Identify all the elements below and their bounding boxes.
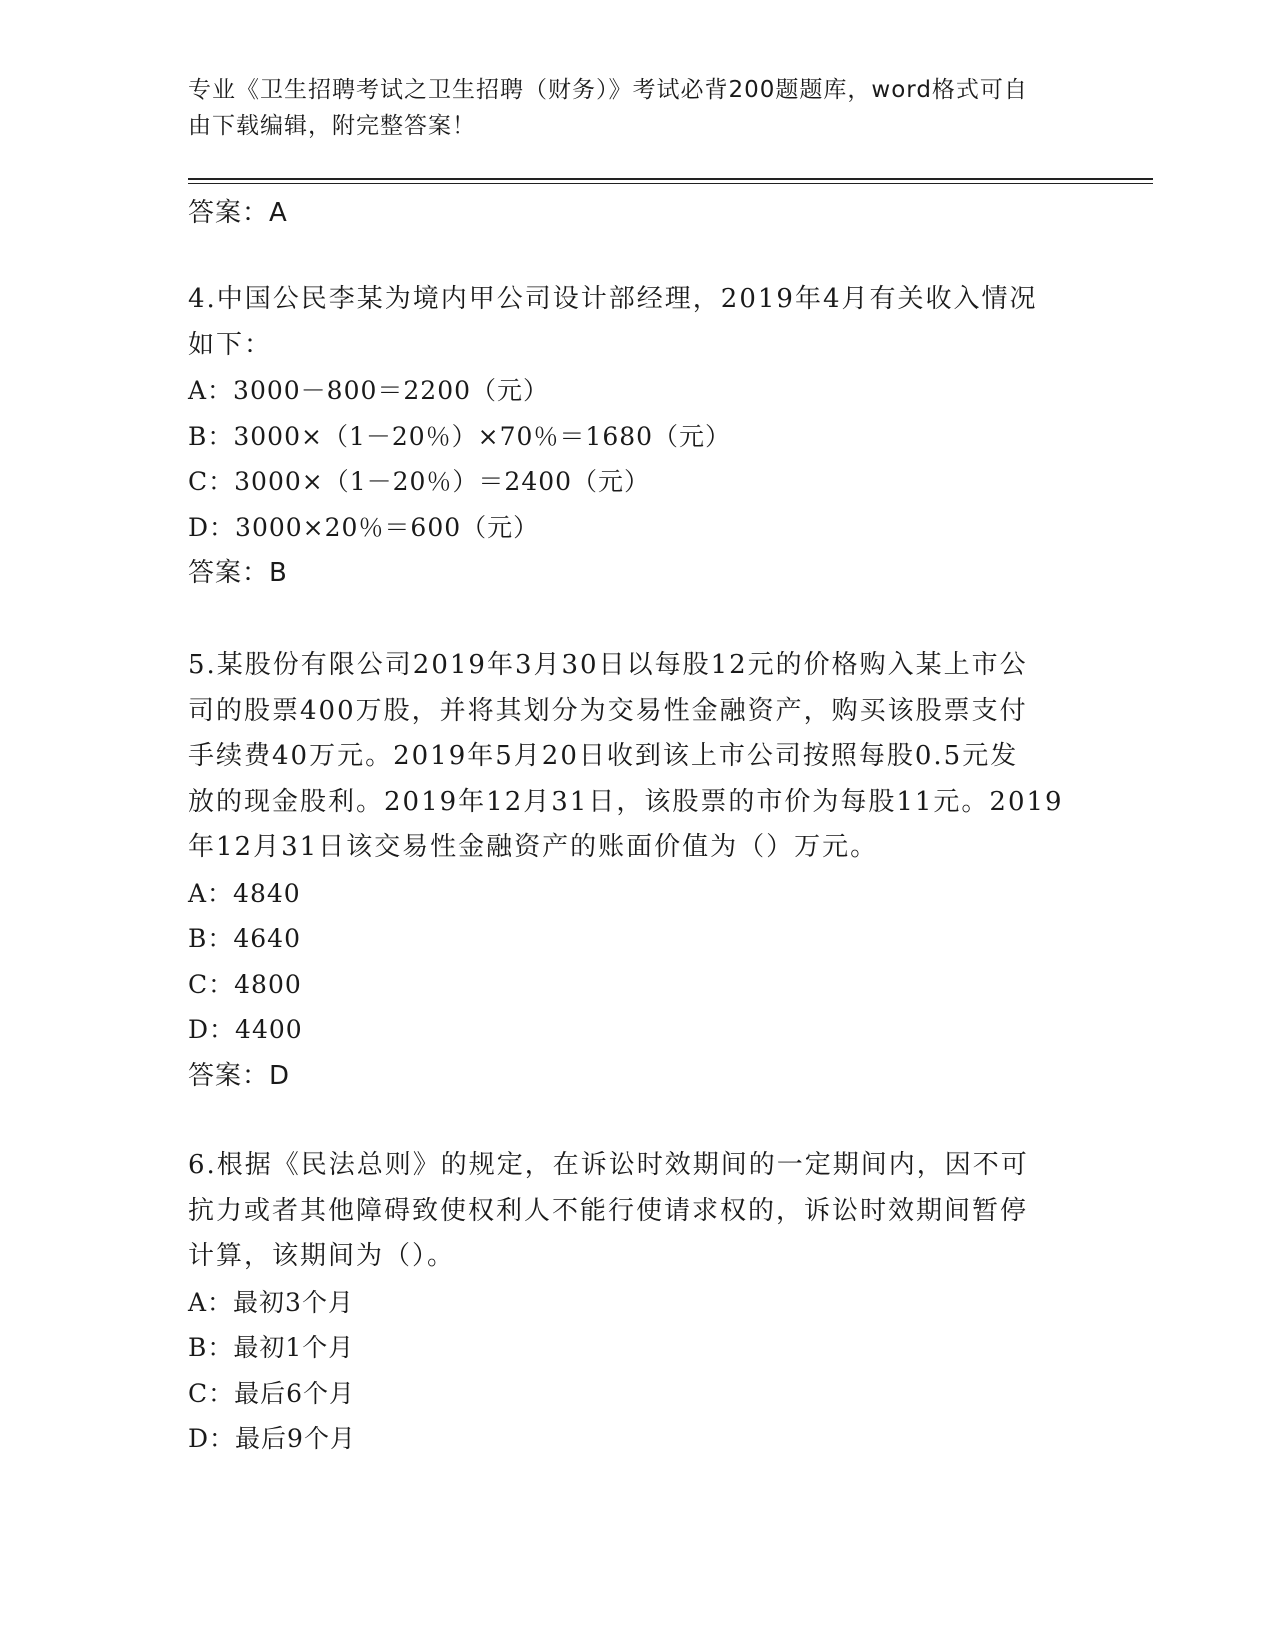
option-a: A：3000－800＝2200（元） xyxy=(188,376,550,405)
option-d: D：最后9个月 xyxy=(188,1424,356,1453)
header-line-2: 由下载编辑，附完整答案！ xyxy=(188,113,476,139)
header-divider-thin xyxy=(188,183,1153,184)
question-text-line: 6.根据《民法总则》的规定，在诉讼时效期间的一定期间内，因不可 xyxy=(188,1150,1029,1180)
option-a: A：4840 xyxy=(188,878,301,908)
answer-previous: 答案：A xyxy=(188,198,288,228)
question-text-line: 抗力或者其他障碍致使权利人不能行使请求权的，诉讼时效期间暂停 xyxy=(188,1195,1029,1226)
header-line-1: 专业《卫生招聘考试之卫生招聘（财务）》考试必背200题题库，word格式可自 xyxy=(188,77,1028,103)
option-c: C：最后6个月 xyxy=(188,1378,356,1408)
question-text-line: 5.某股份有限公司2019年3月30日以每股12元的价格购入某上市公 xyxy=(188,650,1028,680)
question-text-line: 司的股票400万股，并将其划分为交易性金融资产，购买该股票支付 xyxy=(188,695,1028,726)
option-b: B：3000×（1－20％）×70％＝1680（元） xyxy=(188,421,732,451)
question-text-line: 放的现金股利。2019年12月31日，该股票的市价为每股11元。2019 xyxy=(188,786,1064,817)
answer: 答案：D xyxy=(188,1060,291,1091)
question-text-line: 手续费40万元。2019年5月20日收到该上市公司按照每股0.5元发 xyxy=(188,741,1019,771)
option-d: D：3000×20％＝600（元） xyxy=(188,512,540,542)
option-b: B：4640 xyxy=(188,924,301,953)
question-text-line: 年12月31日该交易性金融资产的账面价值为（）万元。 xyxy=(188,832,879,862)
document-header xyxy=(188,72,1093,144)
option-c: C：4800 xyxy=(188,969,302,999)
option-b: B：最初1个月 xyxy=(188,1333,355,1362)
question-5 xyxy=(188,643,1093,1099)
option-a: A：最初3个月 xyxy=(188,1287,354,1317)
header-divider-thick xyxy=(188,178,1153,180)
question-4 xyxy=(188,277,1093,596)
question-text-line: 如下： xyxy=(188,329,273,360)
question-6 xyxy=(188,1143,1093,1462)
question-text-line: 计算，该期间为（）。 xyxy=(188,1241,456,1271)
answer: 答案：B xyxy=(188,558,288,588)
option-c: C：3000×（1－20％）＝2400（元） xyxy=(188,467,651,496)
option-d: D：4400 xyxy=(188,1015,303,1044)
question-text-line: 4.中国公民李某为境内甲公司设计部经理，2019年4月有关收入情况 xyxy=(188,284,1038,314)
